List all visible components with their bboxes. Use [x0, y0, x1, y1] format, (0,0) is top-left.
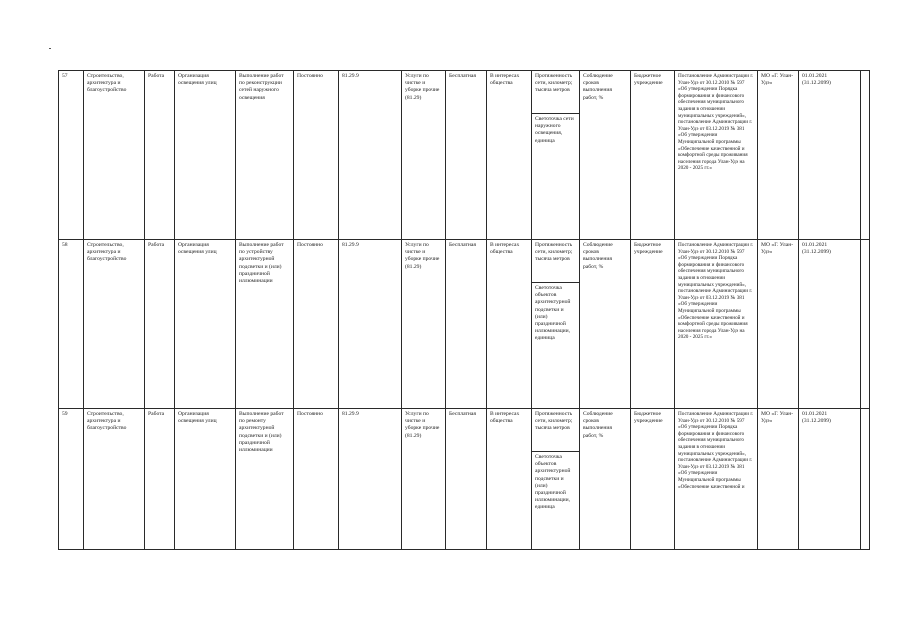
sphere-cell: Строительство, архитектура и благоустройство	[84, 71, 145, 240]
kind-cell: Работа	[145, 71, 175, 240]
institution-cell: Бюджетное учреждение	[631, 240, 675, 409]
consumers-cell: В интересах общества	[487, 71, 532, 240]
spare-cell	[861, 240, 870, 409]
table-row	[59, 71, 870, 240]
legal-basis-cell: Постановление Администрации г. Улан-Удэ от 30.12.2010 № 597 «Об утверждении Порядка формирования и финансового обеспечения муниципального задания в отношении муниципальных учреждений», постановление Администрации г. Улан-Удэ от 03.12.2019 № 381 «Об утверждении Муниципальной программы «Обеспечение качественной и комфортной среды проживания населения города Улан-Удэ на 2020 - 2025 гг.»	[675, 71, 758, 240]
municipality-cell: МО «Г. Улан-Удэ»	[758, 71, 799, 240]
payment-cell: Бесплатная	[446, 409, 487, 550]
content-cell: Выполнение работ по устройству архитектурной подсветки и (или) праздничной иллюминации	[236, 240, 294, 409]
service-cell: Услуги по чистке и уборке прочие (81.29)	[402, 240, 446, 409]
okved-cell: 81.29.9	[339, 409, 402, 550]
dates-cell: 01.01.2021 (31.12.2099)	[799, 240, 861, 409]
name-cell: Организация освещения улиц	[175, 71, 236, 240]
municipality-cell: МО «Г. Улан-Удэ»	[758, 409, 799, 550]
quality-cell: Соблюдение сроков выполнения работ, %	[580, 240, 631, 409]
kind-cell: Работа	[145, 240, 175, 409]
register-table	[58, 70, 870, 550]
period-cell: Постоянно	[294, 240, 339, 409]
okved-cell: 81.29.9	[339, 240, 402, 409]
volume-indicator-2: Светоточка объектов архитектурной подсветки и (или) праздничной иллюминации, единица	[535, 285, 571, 342]
kind-cell: Работа	[145, 409, 175, 550]
period-cell: Постоянно	[294, 71, 339, 240]
table-row	[59, 409, 870, 550]
volume-indicator-1: Протяженность сети, километр; тысяча метров	[532, 409, 579, 452]
row-number: 57	[59, 71, 84, 240]
municipality-cell: МО «Г. Улан-Удэ»	[758, 240, 799, 409]
volume-cell	[532, 71, 580, 240]
okved-cell: 81.29.9	[339, 71, 402, 240]
row-number: 58	[59, 240, 84, 409]
volume-cell	[532, 240, 580, 409]
institution-cell: Бюджетное учреждение	[631, 409, 675, 550]
consumers-cell: В интересах общества	[487, 240, 532, 409]
spare-cell	[861, 409, 870, 550]
sphere-cell: Строительство, архитектура и благоустройство	[84, 409, 145, 550]
service-cell: Услуги по чистке и уборке прочие (81.29)	[402, 71, 446, 240]
legal-basis-cell: Постановление Администрации г. Улан-Удэ от 30.12.2010 № 597 «Об утверждении Порядка формирования и финансового обеспечения муниципального задания в отношении муниципальных учреждений», постановление Администрации г. Улан-Удэ от 03.12.2019 № 381 «Об утверждении Муниципальной программы «Обеспечение качественной и комфортной среды проживания населения города Улан-Удэ на 2020 - 2025 гг.»	[675, 240, 758, 409]
consumers-cell: В интересах общества	[487, 409, 532, 550]
service-cell: Услуги по чистке и уборке прочие (81.29)	[402, 409, 446, 550]
dates-cell: 01.01.2021 (31.12.2099)	[799, 71, 861, 240]
legal-basis-cell: Постановление Администрации г. Улан-Удэ от 30.12.2010 № 597 «Об утверждении Порядка формирования и финансового обеспечения муниципального задания в отношении муниципальных учреждений», постановление Администрации г. Улан-Удэ от 03.12.2019 № 381 «Об утверждении Муниципальной программы «Обеспечение качественной и	[675, 409, 758, 550]
name-cell: Организация освещения улиц	[175, 240, 236, 409]
payment-cell: Бесплатная	[446, 71, 487, 240]
quality-cell: Соблюдение сроков выполнения работ, %	[580, 71, 631, 240]
volume-cell	[532, 409, 580, 550]
quality-cell: Соблюдение сроков выполнения работ, %	[580, 409, 631, 550]
payment-cell: Бесплатная	[446, 240, 487, 409]
volume-indicator-2: Светоточка объектов архитектурной подсветки и (или) праздничной иллюминации, единица	[535, 454, 571, 511]
volume-indicator-1: Протяженность сети, километр; тысяча метров	[532, 71, 579, 114]
volume-indicator-2: Светоточка сети наружного освещения, единица	[535, 116, 574, 144]
period-cell: Постоянно	[294, 409, 339, 550]
content-cell: Выполнение работ по реконструкции сетей наружного освещения	[236, 71, 294, 240]
name-cell: Организация освещения улиц	[175, 409, 236, 550]
scan-speck	[49, 48, 51, 49]
row-number: 59	[59, 409, 84, 550]
spare-cell	[861, 71, 870, 240]
table-row	[59, 240, 870, 409]
dates-cell: 01.01.2021 (31.12.2099)	[799, 409, 861, 550]
sphere-cell: Строительство, архитектура и благоустройство	[84, 240, 145, 409]
institution-cell: Бюджетное учреждение	[631, 71, 675, 240]
content-cell: Выполнение работ по ремонту архитектурной подсветки и (или) праздничной иллюминации	[236, 409, 294, 550]
volume-indicator-1: Протяженность сети, километр; тысяча метров	[532, 240, 579, 283]
